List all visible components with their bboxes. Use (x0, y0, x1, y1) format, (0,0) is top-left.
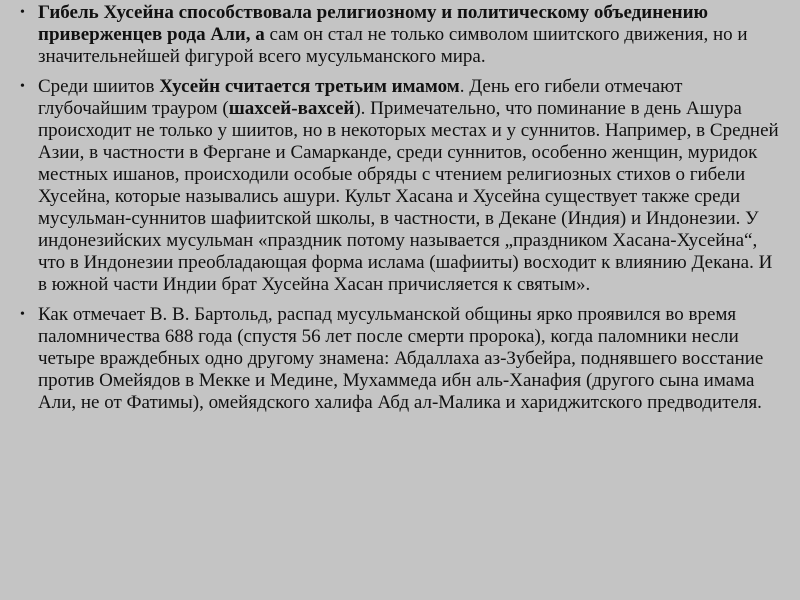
paragraph-2-text-3: ). Примечательно, что поминание в день Ашура происходит не только у шиитов, но в некоторых местах и у суннитов. Например, в Средней Азии, в частности в Фергане и Самарканде, среди суннитов, особенно женщин, муридок местных ишанов, происходили особые обряды с чтением религиозных стихов о гибели Хусейна, которые назывались ашури. Культ Хасана и Хусейна существует также среди мусульман-суннитов шафиитской школы, в частности, в Декане (Индия) и Индонезии. У индонезийских мусульман «праздник потому называется „праздником Хасана-Хусейна“, что в Индонезии преобладающая форма ислама (шафииты) восходит к влиянию Декана. И в южной части Индии брат Хусейна Хасан причисляется к святым». (38, 98, 779, 295)
paragraph-1-text: сам он стал не только символом шиитского движения, но и значительнейшей фигурой всего мусульманского мира. (38, 24, 748, 67)
bullet-icon: • (20, 5, 25, 20)
paragraph-1-bold-intro: Гибель Хусейна способствовала религиозному и политическому объединению приверженцев рода Али, а (38, 2, 709, 45)
paragraph-2-bold-shahsei: шахсей-вахсей (228, 98, 355, 119)
paragraph-3-text: Как отмечает В. В. Бартольд, распад мусульманской общины ярко проявился во время паломничества 688 года (спустя 56 лет после смерти пророка), когда паломники несли четыре враждебных одно другому знамена: Абдаллаха аз-Зубейра, поднявшего восстание против Омейядов в Мекке и Медине, Мухаммеда ибн аль-Ханафия (другого сына имама Али, не от Фатимы), омейядского халифа Абд ал-Малика и хариджитского предводителя. (38, 304, 764, 413)
bullet-icon: • (20, 79, 25, 94)
paragraph-2-bold-imam: Хусейн считается третьим имамом (159, 76, 460, 97)
paragraph-2 (16, 76, 782, 296)
bullet-list (16, 2, 782, 414)
paragraph-2-text-2: . День его гибели отмечают глубочайшим трауром ( (38, 76, 683, 119)
paragraph-3 (16, 304, 782, 414)
bullet-icon: • (20, 307, 25, 322)
paragraph-2-text-1: Среди шиитов (38, 76, 160, 97)
paragraph-1 (16, 2, 782, 68)
